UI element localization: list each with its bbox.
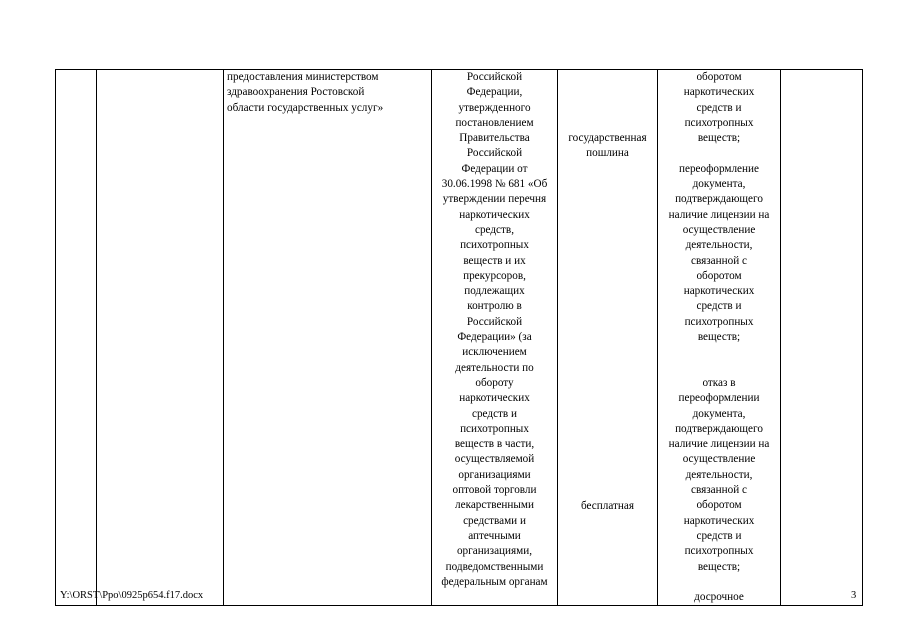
footer-file-path: Y:\ORST\Ppo\0925p654.f17.docx bbox=[60, 590, 204, 601]
service-name-text: предоставления министерством здравоохранения Ростовской области государственных услуг» bbox=[227, 71, 384, 114]
cell-index bbox=[56, 70, 97, 606]
cell-service-name bbox=[224, 70, 432, 606]
content-table bbox=[55, 69, 863, 606]
result-text: оборотом наркотических средств и психотропных веществ; переоформление документа, подтверждающего наличие лицензии на осуществление деятельности, связанной с оборотом наркотических средств и психотропных веществ; отказ в переоформлении документа, подтверждающего наличие лицензии на осуществление деятельности, связанной с оборотом наркотических средств и психотропных веществ; досрочное bbox=[668, 71, 770, 604]
fee-free-text: бесплатная bbox=[581, 500, 634, 512]
fee-state-duty-text: государственная пошлина bbox=[568, 132, 647, 160]
cell-fee bbox=[558, 70, 658, 606]
cell-result bbox=[658, 70, 781, 606]
table-row bbox=[56, 70, 863, 606]
cell-service-number bbox=[97, 70, 224, 606]
page-number: 3 bbox=[851, 590, 857, 601]
cell-empty-last bbox=[781, 70, 863, 606]
legal-basis-text: Российской Федерации, утвержденного постановлением Правительства Российской Федерации от 30.06.1998 № 681 «Об утверждении перечня наркотических средств, психотропных веществ и их прекурсоров, подлежащих контролю в Российской Федерации» (за исключением деятельности по обороту наркотических средств и психотропных веществ в части, осуществляемой организациями оптовой торговли лекарственными средствами и аптечными организациями, подведомственными федеральным органам bbox=[441, 71, 548, 588]
cell-legal-basis bbox=[432, 70, 558, 606]
